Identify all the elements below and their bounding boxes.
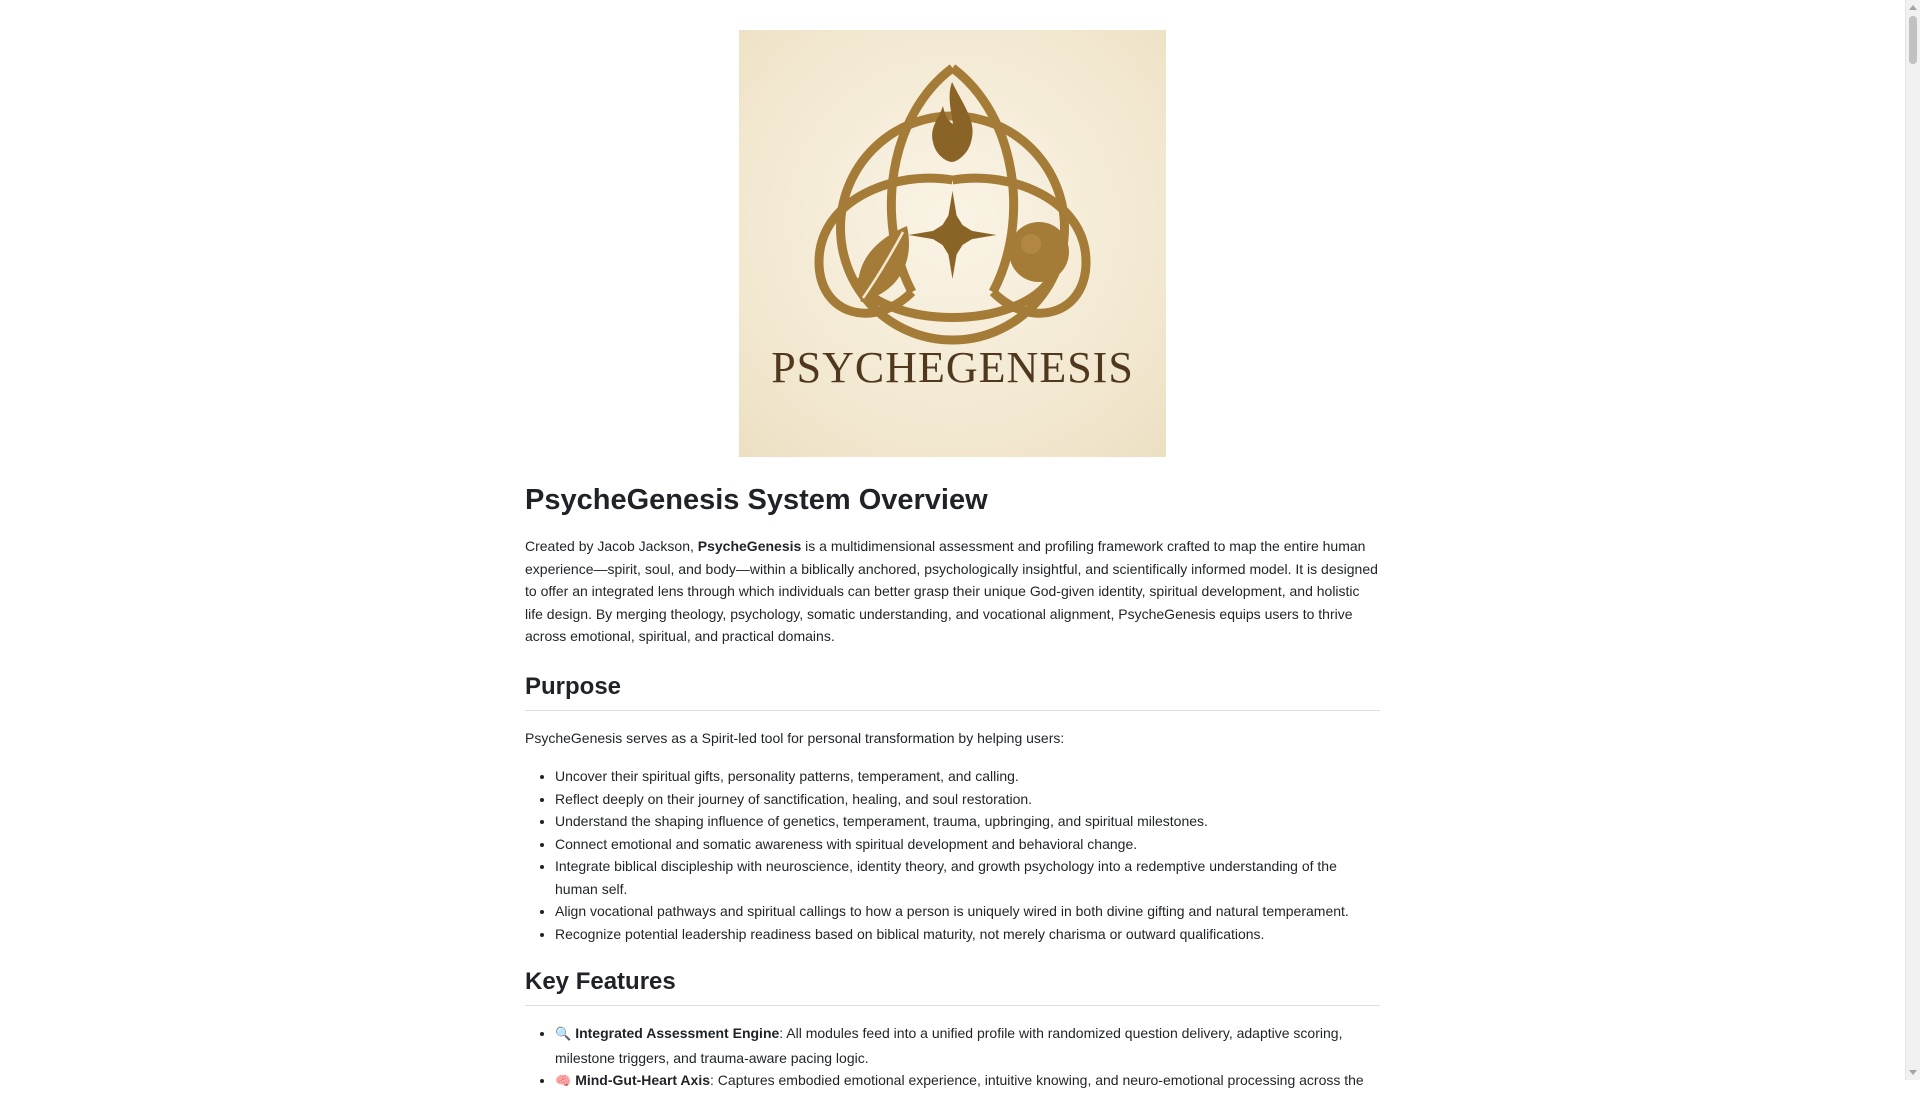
document-body — [525, 0, 1380, 1094]
intro-lead: Created by Jacob Jackson, — [525, 538, 698, 554]
intro-paragraph — [525, 535, 1380, 648]
feature-item — [555, 1022, 1380, 1069]
scrollbar[interactable] — [1905, 0, 1920, 1080]
list-item: • Understand the shaping influence of genetics, temperament, trauma, upbringing, and spiritual milestones. — [555, 810, 1380, 833]
purpose-heading: Purpose — [525, 672, 1380, 711]
brain-icon: 🧠 — [555, 1074, 572, 1089]
star-icon — [909, 191, 997, 279]
key-features-heading: Key Features — [525, 967, 1380, 1006]
list-item: • Reflect deeply on their journey of sanctification, healing, and soul restoration. — [555, 788, 1380, 811]
features-list — [525, 1022, 1380, 1094]
list-item: • Connect emotional and somatic awareness with spiritual development and behavioral change. — [555, 833, 1380, 856]
intro-rest: is a multidimensional assessment and profiling framework crafted to map the entire human experience—spirit, soul, and body—within a biblically anchored, psychologically insightful, and scientifically informed model. It is designed to offer an integrated lens through which individuals can better grasp their unique God-given identity, spiritual development, and holistic life design. By merging theology, psychology, somatic understanding, and vocational alignment, PsycheGenesis equips users to thrive across emotional, spiritual, and practical domains. — [525, 538, 1378, 644]
scrollbar-thumb[interactable] — [1909, 16, 1917, 64]
feature-desc: : Captures embodied emotional experience, intuitive knowing, and neuro-emotional processing across the — [710, 1072, 1364, 1088]
flame-icon — [932, 82, 973, 162]
purpose-list — [525, 765, 1380, 945]
logo-wordmark: PSYCHEGENESIS — [771, 343, 1134, 392]
list-item: • Align vocational pathways and spiritual callings to how a person is uniquely wired in both divine gifting and natural temperament. — [555, 900, 1380, 923]
leaf-icon — [858, 226, 909, 302]
purpose-lead: PsycheGenesis serves as a Spirit-led tool for personal transformation by helping users: — [525, 729, 1065, 746]
list-item: • Recognize potential leadership readiness based on biblical maturity, not merely charisma or outward qualifications. — [555, 923, 1380, 946]
feature-item — [555, 1069, 1380, 1094]
orb-icon — [1009, 222, 1069, 282]
feature-name: Integrated Assessment Engine — [575, 1025, 780, 1041]
feature-desc: : All modules feed into a unified profile with randomized question delivery, adaptive scoring, milestone triggers, and trauma-aware pacing logic. — [555, 1025, 1343, 1066]
list-item: • Integrate biblical discipleship with neuroscience, identity theory, and growth psychology into a redemptive understanding of the human self. — [555, 855, 1380, 900]
list-item: • Uncover their spiritual gifts, personality patterns, temperament, and calling. — [555, 765, 1380, 788]
scroll-up-arrow-icon[interactable] — [1909, 5, 1917, 10]
intro-brand: PsycheGenesis — [697, 538, 802, 554]
psychegenesis-logo — [739, 30, 1166, 457]
page-title: PsycheGenesis System Overview — [525, 484, 988, 516]
scroll-down-arrow-icon[interactable] — [1909, 1070, 1917, 1075]
magnifying-glass-icon: 🔍 — [555, 1027, 572, 1042]
feature-name: Mind-Gut-Heart Axis — [575, 1072, 711, 1088]
